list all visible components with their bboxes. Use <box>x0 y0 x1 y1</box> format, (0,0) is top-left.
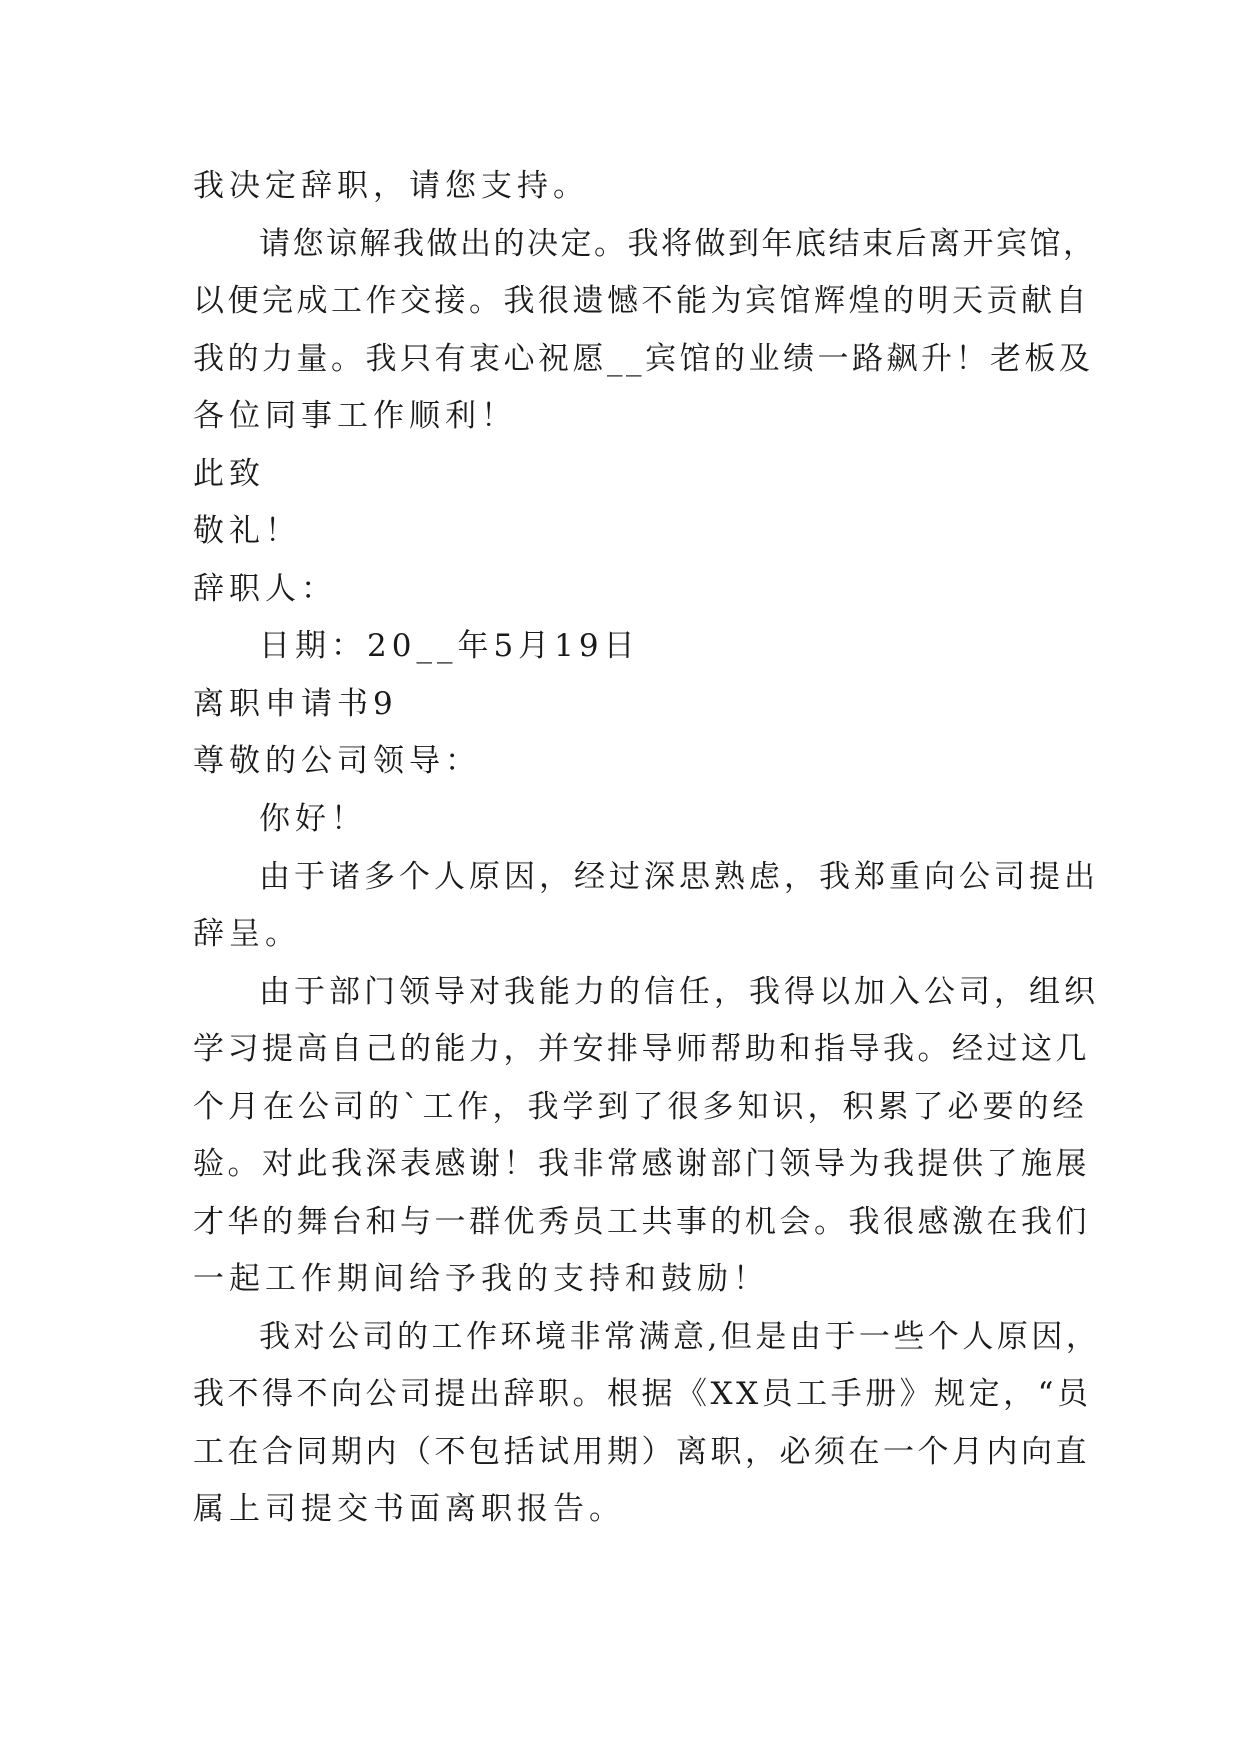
text-line: 我决定辞职，请您支持。 <box>193 168 589 204</box>
text-line: 一起工作期间给予我的支持和鼓励！ <box>193 1261 769 1297</box>
text-line: 我不得不向公司提出辞职。根据《XX员工手册》规定，“员 <box>193 1376 1092 1412</box>
greeting-line: 尊敬的公司领导： <box>193 743 481 779</box>
text-line: 各位同事工作顺利！ <box>193 398 517 434</box>
paragraph-line: 由于部门领导对我能力的信任，我得以加入公司，组织 <box>259 974 1099 1010</box>
paragraph-line: 由于诸多个人原因，经过深思熟虑，我郑重向公司提出 <box>259 859 1099 895</box>
closing-line: 此致 <box>193 456 265 492</box>
text-line: 我的力量。我只有衷心祝愿__宾馆的业绩一路飙升！老板及 <box>193 341 1094 377</box>
section-heading: 离职申请书9 <box>193 686 398 722</box>
signature-label: 辞职人： <box>193 571 337 607</box>
text-line: 辞呈。 <box>193 916 301 952</box>
text-line: 属上司提交书面离职报告。 <box>193 1491 625 1527</box>
text-line: 以便完成工作交接。我很遗憾不能为宾馆辉煌的明天贡献自 <box>193 283 1090 319</box>
text-line: 学习提高自己的能力，并安排导师帮助和指导我。经过这几 <box>193 1031 1090 1067</box>
salutation-line: 敬礼！ <box>193 513 301 549</box>
text-line: 才华的舞台和与一群优秀员工共事的机会。我很感激在我们 <box>193 1204 1090 1240</box>
date-line: 日期：20__年5月19日 <box>259 628 640 664</box>
text-line: 个月在公司的`工作，我学到了很多知识，积累了必要的经 <box>193 1089 1088 1125</box>
text-line: 工在合同期内（不包括试用期）离职，必须在一个月内向直 <box>193 1434 1090 1470</box>
paragraph-line: 请您谅解我做出的决定。我将做到年底结束后离开宾馆， <box>259 226 1097 262</box>
paragraph-line: 我对公司的工作环境非常满意,但是由于一些个人原因， <box>259 1319 1101 1355</box>
text-line: 验。对此我深表感谢！我非常感谢部门领导为我提供了施展 <box>193 1146 1090 1182</box>
greeting-line: 你好！ <box>259 801 367 837</box>
